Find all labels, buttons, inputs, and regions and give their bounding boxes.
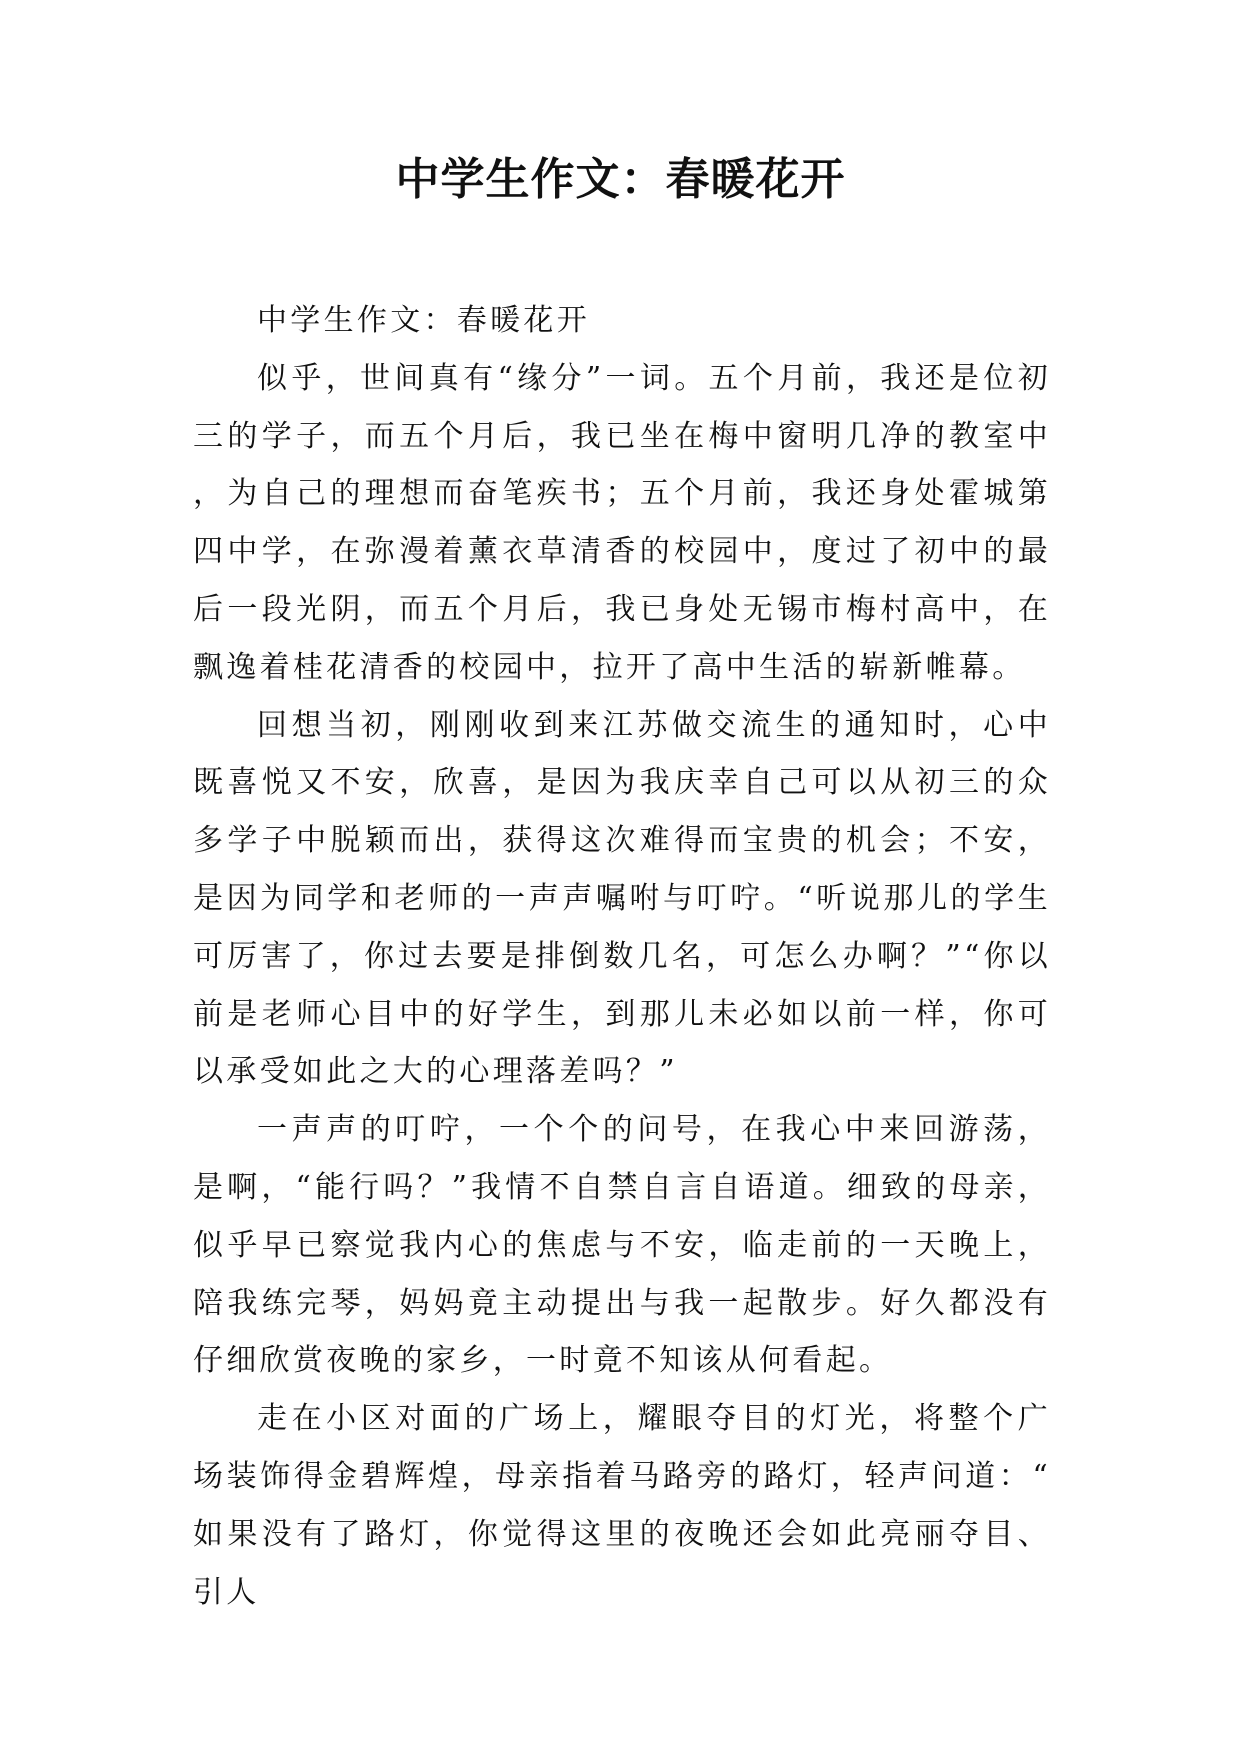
paragraph-1: 似乎，世间真有“缘分”一词。五个月前，我还是位初三的学子，而五个月后，我已坐在梅中窗明几净的教室中，为自己的理想而奋笔疾书；五个月前，我还身处霍城第四中学，在弥漫着薰衣草清香的校园中，度过了初中的最后一段光阴，而五个月后，我已身处无锡市梅村高中，在飘逸着桂花清香的校园中，拉开了高中生活的崭新帷幕。 [193,360,1051,685]
paragraph-4: 走在小区对面的广场上，耀眼夺目的灯光，将整个广场装饰得金碧辉煌，母亲指着马路旁的路灯，轻声问道：“如果没有了路灯，你觉得这里的夜晚还会如此亮丽夺目、引人 [193,1401,1051,1610]
paragraph-2: 回想当初，刚刚收到来江苏做交流生的通知时，心中既喜悦又不安，欣喜，是因为我庆幸自己可以从初三的众多学子中脱颖而出，获得这次难得而宝贵的机会；不安，是因为同学和老师的一声声嘱咐与叮咛。“听说那儿的学生可厉害了，你过去要是排倒数几名，可怎么办啊？”“你以前是老师心目中的好学生，到那儿未必如以前一样，你可以承受如此之大的心理落差吗？” [193,707,1051,1090]
document-body [193,292,1051,1621]
paragraph-subtitle: 中学生作文：春暖花开 [257,303,590,338]
document-title: 中学生作文：春暖花开 [395,154,846,205]
paragraph-3: 一声声的叮咛，一个个的问号，在我心中来回游荡，是啊，“能行吗？”我情不自禁自言自语道。细致的母亲，似乎早已察觉我内心的焦虑与不安，临走前的一天晚上，陪我练完琴，妈妈竟主动提出与我一起散步。好久都没有仔细欣赏夜晚的家乡，一时竟不知该从何看起。 [193,1112,1051,1379]
